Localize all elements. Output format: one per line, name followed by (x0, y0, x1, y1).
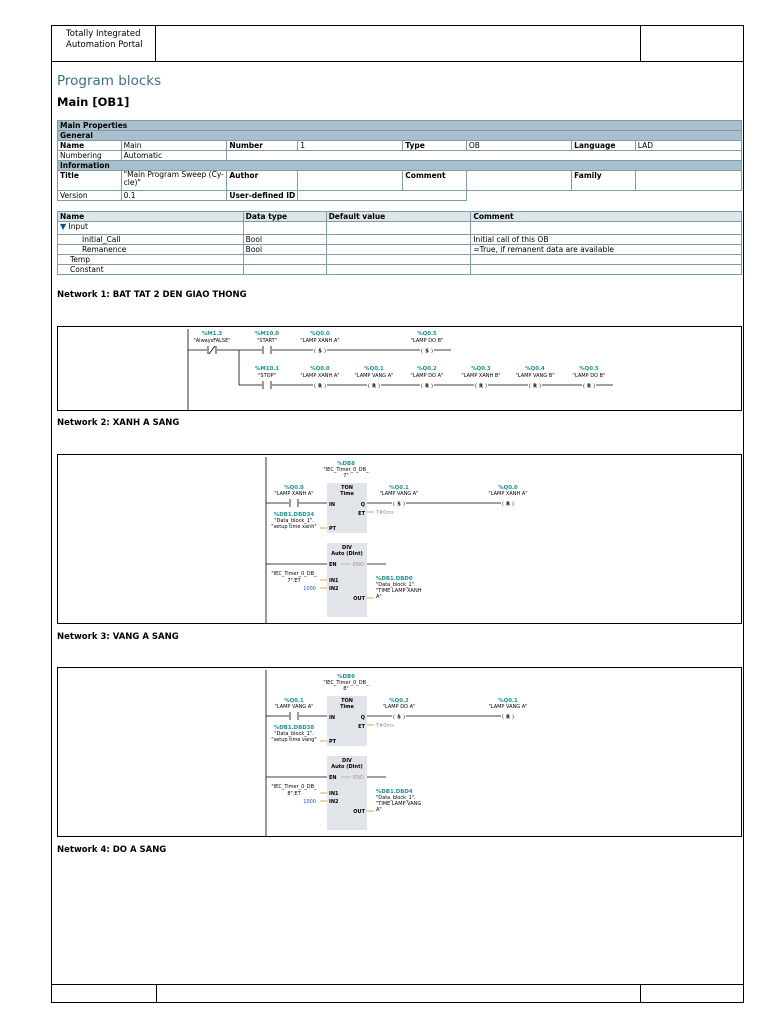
network-2 (57, 454, 742, 624)
prop-label: Author (227, 171, 298, 191)
iface-cell (471, 265, 742, 275)
out-address: %DB1.DBD0 (376, 576, 413, 582)
footer-divider (156, 985, 157, 1002)
network-3-diagram (58, 668, 741, 836)
ton-pin-q: Q (360, 715, 365, 721)
coil-symbol: "LAMP VANG A" (354, 373, 394, 379)
pt-symbol-2: "setup time xanh" (271, 524, 317, 530)
coil-left-paren: ( (314, 383, 316, 390)
page-footer (52, 984, 743, 1002)
in1-symbol-2: 7".ET (287, 578, 301, 584)
prop-label: Version (58, 191, 122, 201)
coil-type: S (318, 348, 322, 355)
iface-cell (471, 222, 742, 235)
block-title: Main [OB1] (57, 95, 130, 109)
contact-address: %M10.0 (254, 331, 280, 337)
network-2-diagram (58, 455, 741, 623)
network-1-diagram (58, 327, 741, 410)
network-4-title: Network 4: DO A SANG (57, 845, 167, 855)
coil-right-paren: ) (512, 501, 514, 508)
header-logo-text (52, 26, 156, 61)
iface-cell (326, 255, 471, 265)
div-pin-in2: IN2 (329, 586, 339, 592)
div-pin-en: EN (329, 775, 337, 781)
network-3 (57, 667, 742, 837)
et-value: T#0ms (376, 510, 394, 516)
coil-right-paren: ) (431, 383, 433, 390)
iface-row-comment: =True, if remanent data are available (471, 245, 742, 255)
iface-section-constant: Constant (58, 265, 244, 275)
coil-address: %Q0.0 (310, 331, 330, 337)
coil-left-paren: ( (475, 383, 477, 390)
contact-bg (289, 712, 299, 720)
div-pin-out: OUT (353, 809, 365, 815)
contact-symbol: "START" (256, 338, 278, 344)
contact-symbol: "AlwaysFALSE" (193, 338, 231, 344)
coil-left-paren: ( (502, 714, 504, 721)
interface-table (57, 211, 742, 275)
iface-cell (326, 222, 471, 235)
coil-left-paren: ( (393, 501, 395, 508)
iface-row-name: Remanence (58, 245, 244, 255)
coil-left-paren: ( (502, 501, 504, 508)
timer-db-symbol-2: 7" (343, 473, 349, 479)
coil-type: R (318, 383, 322, 390)
coil-left-paren: ( (583, 383, 585, 390)
iface-header: Data type (243, 212, 326, 222)
iface-row-name: Initial_Call (58, 235, 244, 245)
coil-address: %Q0.0 (498, 485, 518, 491)
iface-cell (243, 265, 326, 275)
iface-header: Default value (326, 212, 471, 222)
iface-cell (326, 265, 471, 275)
prop-value: LAD (635, 141, 741, 151)
in2-value: 1000 (303, 799, 316, 805)
ton-pin-et: ET (358, 724, 365, 730)
iface-row-type: Bool (243, 245, 326, 255)
coil-address: %Q0.5 (579, 366, 599, 372)
coil-type: R (587, 383, 591, 390)
out-symbol-2: "TIME LAMP XANH (376, 588, 422, 594)
coil-symbol: "LAMP XANH A" (488, 491, 528, 497)
div-pin-en: EN (329, 562, 337, 568)
section-main-properties: Main Properties (58, 121, 742, 131)
div-type-label: Auto (DInt) (331, 764, 363, 770)
prop-label: User-defined ID (227, 191, 298, 201)
coil-symbol: "LAMP VANG A" (379, 491, 419, 497)
coil-type: S (397, 501, 401, 508)
prop-label: Name (58, 141, 122, 151)
prop-label: Comment (403, 171, 467, 191)
coil-symbol: "LAMP VANG A" (488, 704, 528, 710)
iface-cell (243, 255, 326, 265)
pt-symbol-2: "setup time vang" (271, 737, 317, 743)
section-general: General (58, 131, 742, 141)
properties-table (57, 120, 742, 201)
coil-address: %Q0.0 (310, 366, 330, 372)
coil-right-paren: ) (512, 714, 514, 721)
coil-symbol: "LAMP DO A" (382, 704, 416, 710)
contact-symbol: "LAMP XANH A" (274, 491, 314, 497)
page-title: Program blocks (57, 73, 162, 89)
div-label: DIV (342, 758, 352, 764)
coil-type: S (425, 348, 429, 355)
ton-time-label: Time (340, 491, 354, 497)
out-symbol-3: A" (376, 807, 382, 813)
prop-empty (227, 151, 742, 161)
coil-address: %Q0.1 (389, 485, 409, 491)
header-line-2: Automation Portal (66, 40, 143, 50)
network-1 (57, 326, 742, 411)
coil-address: %Q0.2 (389, 698, 409, 704)
coil-type: R (372, 383, 376, 390)
timer-db-address: %DB8 (337, 461, 355, 467)
iface-row-default (326, 245, 471, 255)
coil-symbol: "LAMP DO B" (572, 373, 606, 379)
coil-left-paren: ( (421, 383, 423, 390)
iface-section-input[interactable] (58, 222, 244, 235)
coil-type: R (425, 383, 429, 390)
coil-right-paren: ) (324, 383, 326, 390)
prop-value (298, 191, 467, 201)
triangle-down-icon[interactable]: ▼ (60, 222, 67, 231)
ton-label: TON (341, 698, 353, 704)
div-pin-in1: IN1 (329, 791, 339, 797)
out-symbol: "Data_block_1". (376, 582, 416, 588)
coil-left-paren: ( (421, 348, 423, 355)
coil-address: %Q0.1 (498, 698, 518, 704)
prop-value (466, 171, 571, 191)
coil-right-paren: ) (485, 383, 487, 390)
div-pin-eno: ENO (353, 562, 364, 568)
prop-label: Number (227, 141, 298, 151)
iface-row-type: Bool (243, 235, 326, 245)
iface-header: Name (58, 212, 244, 222)
div-pin-out: OUT (353, 596, 365, 602)
coil-left-paren: ( (393, 714, 395, 721)
in2-value: 1000 (303, 586, 316, 592)
contact-bg (262, 346, 272, 354)
coil-right-paren: ) (431, 348, 433, 355)
div-pin-in2: IN2 (329, 799, 339, 805)
timer-db-symbol: "IEC_Timer_0_DB_ (323, 467, 369, 473)
ton-pin-pt: PT (329, 526, 337, 532)
ton-pin-in: IN (329, 715, 336, 721)
contact-symbol: "STOP" (258, 373, 276, 379)
coil-right-paren: ) (539, 383, 541, 390)
prop-label: Title (58, 171, 122, 191)
coil-symbol: "LAMP XANH B" (461, 373, 501, 379)
iface-row-default (326, 235, 471, 245)
prop-label: Language (572, 141, 636, 151)
network-2-title: Network 2: XANH A SANG (57, 418, 180, 428)
header-divider (640, 26, 641, 61)
coil-type: R (533, 383, 537, 390)
coil-address: %Q0.1 (364, 366, 384, 372)
pt-symbol: "Data_block_1". (274, 518, 314, 524)
footer-divider (640, 985, 641, 1002)
coil-type: S (397, 714, 401, 721)
prop-value: 0.1 (121, 191, 227, 201)
prop-value (121, 171, 227, 191)
ton-pin-et: ET (358, 511, 365, 517)
contact-symbol: "LAMP VANG A" (274, 704, 314, 710)
in1-symbol-2: 8".ET (287, 791, 301, 797)
coil-symbol: "LAMP XANH A" (300, 373, 340, 379)
iface-row-comment: Initial call of this OB (471, 235, 742, 245)
contact-address: %Q0.1 (284, 698, 304, 704)
coil-left-paren: ( (368, 383, 370, 390)
prop-value: OB (466, 141, 571, 151)
ton-time-label: Time (340, 704, 354, 710)
iface-cell (471, 255, 742, 265)
timer-db-address: %DB9 (337, 674, 355, 680)
header-line-1: Totally Integrated (66, 29, 141, 39)
prop-value (298, 171, 403, 191)
coil-right-paren: ) (403, 501, 405, 508)
coil-symbol: "LAMP DO B" (410, 338, 444, 344)
coil-symbol: "LAMP VANG B" (515, 373, 555, 379)
title-value-line-1: "Main Program Sweep (Cy- (123, 170, 224, 179)
page-frame (51, 25, 744, 1003)
coil-address: %Q0.4 (525, 366, 545, 372)
out-symbol-2: "TIME LAMP VANG (376, 801, 422, 807)
coil-address: %Q0.3 (471, 366, 491, 372)
iface-header: Comment (471, 212, 742, 222)
page-header (52, 26, 743, 62)
coil-type: R (479, 383, 483, 390)
timer-db-symbol: "IEC_Timer_0_DB_ (323, 680, 369, 686)
coil-type: R (506, 501, 510, 508)
div-pin-in1: IN1 (329, 578, 339, 584)
timer-db-symbol-2: 8" (343, 686, 349, 692)
out-address: %DB1.DBD4 (376, 789, 413, 795)
coil-right-paren: ) (593, 383, 595, 390)
coil-type: R (506, 714, 510, 721)
out-symbol: "Data_block_1". (376, 795, 416, 801)
coil-right-paren: ) (324, 348, 326, 355)
ton-pin-pt: PT (329, 739, 337, 745)
iface-input-label: Input (68, 222, 88, 231)
coil-right-paren: ) (378, 383, 380, 390)
prop-label: Type (403, 141, 467, 151)
prop-label: Family (572, 171, 636, 191)
in1-symbol: "IEC_Timer_0_DB_ (271, 571, 317, 577)
coil-left-paren: ( (529, 383, 531, 390)
et-value: T#0ms (376, 723, 394, 729)
pt-address: %DB1.DBD34 (273, 512, 315, 518)
in1-symbol: "IEC_Timer_0_DB_ (271, 784, 317, 790)
section-information: Information (58, 161, 742, 171)
prop-value: Main (121, 141, 227, 151)
coil-right-paren: ) (403, 714, 405, 721)
iface-section-temp: Temp (58, 255, 244, 265)
title-value-line-2: cle)" (123, 178, 141, 187)
network-3-title: Network 3: VANG A SANG (57, 632, 179, 642)
prop-empty (466, 191, 741, 201)
prop-value: 1 (298, 141, 403, 151)
ton-pin-q: Q (360, 502, 365, 508)
prop-value: Automatic (121, 151, 227, 161)
prop-value (635, 171, 741, 191)
contact-bg (262, 381, 272, 389)
div-type-label: Auto (DInt) (331, 551, 363, 557)
network-1-title: Network 1: BAT TAT 2 DEN GIAO THONG (57, 290, 247, 300)
iface-cell (243, 222, 326, 235)
coil-address: %Q0.5 (417, 331, 437, 337)
div-pin-eno: ENO (353, 775, 364, 781)
contact-bg (289, 499, 299, 507)
coil-address: %Q0.2 (417, 366, 437, 372)
contact-address: %M1.3 (201, 331, 223, 337)
pt-address: %DB1.DBD38 (273, 725, 315, 731)
ton-label: TON (341, 485, 353, 491)
coil-symbol: "LAMP XANH A" (300, 338, 340, 344)
div-label: DIV (342, 545, 352, 551)
contact-address: %Q0.0 (284, 485, 304, 491)
coil-left-paren: ( (314, 348, 316, 355)
out-symbol-3: A" (376, 594, 382, 600)
pt-symbol: "Data_block_1". (274, 731, 314, 737)
coil-symbol: "LAMP DO A" (410, 373, 444, 379)
ton-pin-in: IN (329, 502, 336, 508)
prop-label: Numbering (58, 151, 122, 161)
contact-address: %M10.1 (254, 366, 280, 372)
